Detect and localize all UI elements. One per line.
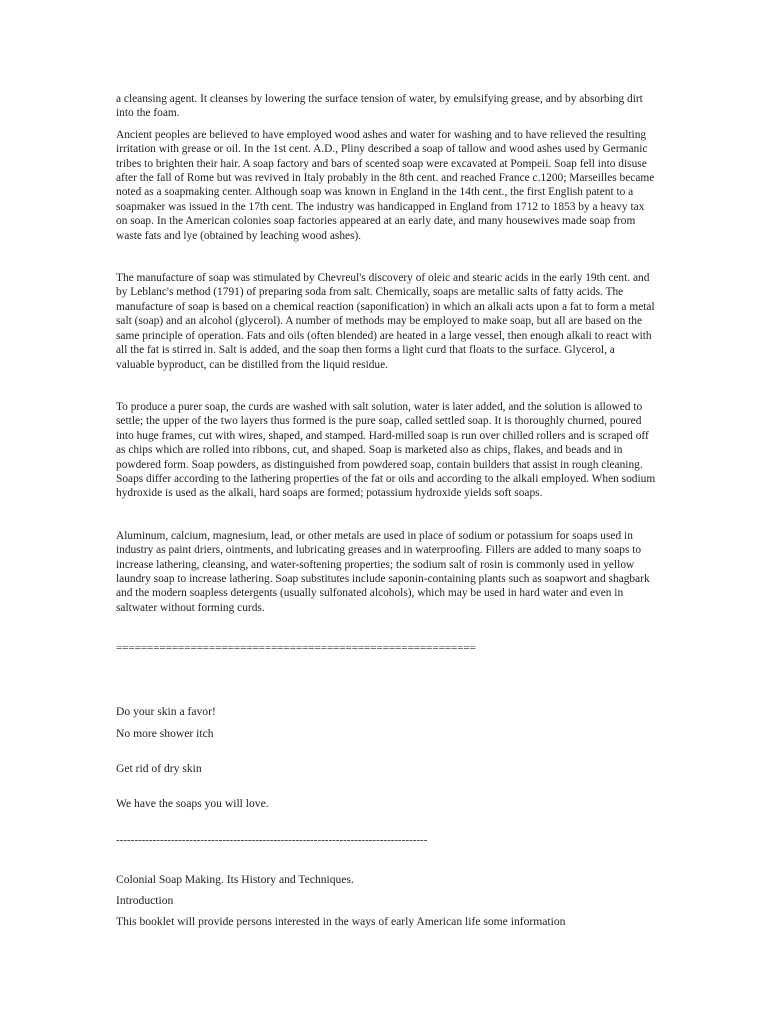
dash-divider: ------------------------------------------------------------------------------------- [116, 834, 428, 847]
paragraph-manufacture: The manufacture of soap was stimulated by Chevreul's discovery of oleic and stearic acids in the early 19th cent. and by Leblanc's method (1791) of preparing soda from salt. Chemically, soaps are metallic salts of fatty acids. The manufacture of soap is based on a chemical reaction (saponification) in which an alkali acts upon a fat to form a metal salt (soap) and an alcohol (glycerol). A number of methods may be employed to make soap, but all are based on the same principle of operation. Fats and oils (often blended) are heated in a large vessel, then enough alkali to react with all the fat is stirred in. Salt is added, and the soap then forms a light curd that floats to the surface. Glycerol, a valuable byproduct, can be distilled from the liquid residue. [116, 272, 655, 371]
promo-line-shower-itch: No more shower itch [116, 727, 214, 741]
paragraph-purer-soap: To produce a purer soap, the curds are washed with salt solution, water is later added, and the solution is allowed to settle; the upper of the two layers thus formed is the pure soap, called settled soap. It is thoroughly churned, poured into huge frames, cut with wires, shaped, and stamped. Hard-milled soap is run over chilled rollers and is scraped off as chips which are rolled into ribbons, cut, and shaped. Soap is marketed also as chips, flakes, and beads and in powdered form. Soap powders, as distinguished from powdered soap, contain builders that assist in rough cleaning. Soaps differ according to the lathering properties of the fat or oils and according to the alkali employed. When sodium hydroxide is used as the alkali, hard soaps are formed; potassium hydroxide yields soft soaps. [116, 400, 656, 500]
booklet-section [116, 872, 656, 930]
promo-block [116, 704, 656, 812]
booklet-intro: This booklet will provide persons interested in the ways of early American life some information [116, 915, 566, 929]
promo-line-skin-favor: Do your skin a favor! [116, 705, 216, 719]
booklet-title: Colonial Soap Making. Its History and Techniques. [116, 873, 354, 887]
paragraph-history: Ancient peoples are believed to have employed wood ashes and water for washing and to have relieved the resulting irritation with grease or oil. In the 1st cent. A.D., Pliny described a soap of tallow and wood ashes used by Germanic tribes to brighten their hair. A soap factory and bars of scented soap were excavated at Pompeii. Soap fell into disuse after the fall of Rome but was revived in Italy probably in the 8th cent. and reached France c.1200; Marseilles became noted as a soapmaking center. Although soap was known in England in the 14th cent., the first English patent to a soapmaker was issued in the 17th cent. The industry was handicapped in England from 1712 to 1853 by a heavy tax on soap. In the American colonies soap factories appeared at an early date, and many housewives made soap from waste fats and lye (obtained by leaching wood ashes). [116, 128, 655, 242]
equals-divider: ========================================================== [116, 642, 476, 655]
paragraph-other-metals: Aluminum, calcium, magnesium, lead, or other metals are used in place of sodium or potassium for soaps used in industry as paint driers, ointments, and lubricating greases and in waterproofing. Fillers are added to many soaps to increase lathering, cleansing, and water-softening properties; the sodium salt of rosin is commonly used in yellow laundry soap to increase lathering. Soap substitutes include saponin-containing plants such as soapwort and shagbark and the modern soapless detergents (usually sulfonated alcohols), which may be used in hard water and even in saltwater without forming curds. [116, 529, 650, 614]
promo-line-dry-skin: Get rid of dry skin [116, 762, 202, 776]
booklet-heading: Introduction [116, 894, 174, 908]
document-page [116, 92, 656, 930]
promo-line-soaps-love: We have the soaps you will love. [116, 797, 269, 811]
paragraph-definition: a cleansing agent. It cleanses by lowering the surface tension of water, by emulsifying grease, and by absorbing dirt into the foam. [116, 93, 643, 120]
